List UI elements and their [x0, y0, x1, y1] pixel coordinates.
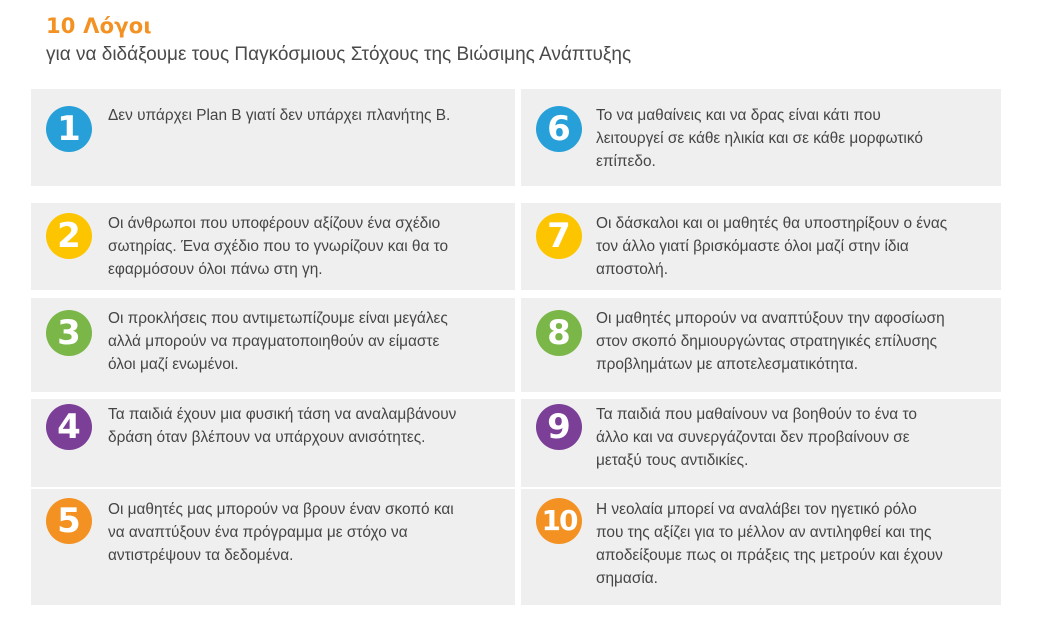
reason-text — [596, 307, 945, 376]
reason-text-line: αντιστρέψουν τα δεδομένα. — [108, 547, 294, 564]
reason-text-line: αποστολή. — [596, 261, 669, 278]
reason-number-badge: 3 — [46, 310, 92, 356]
reason-text — [108, 403, 456, 449]
reason-text-line: να αναπτύξουν ένα πρόγραμμα με στόχο να — [108, 524, 408, 541]
reason-number-badge: 2 — [46, 213, 92, 259]
reason-text-line: μεταξύ τους αντιδικίες. — [596, 452, 749, 469]
reason-text-line: όλοι μαζί ενωμένοι. — [108, 356, 239, 373]
page-subtitle: για να διδάξουμε τους Παγκόσμιους Στόχους της Βιώσιμης Ανάπτυξης — [46, 44, 632, 65]
reason-number-badge: 8 — [536, 310, 582, 356]
reason-text — [108, 212, 448, 281]
reason-text-line: σωτηρίας. Ένα σχέδιο που το γνωρίζουν και θα το — [108, 238, 449, 255]
reason-text-line: Οι άνθρωποι που υποφέρουν αξίζουν ένα σχέδιο — [108, 215, 441, 232]
reason-text-line: Τα παιδιά που μαθαίνουν να βοηθούν το ένα το — [596, 406, 917, 423]
reason-text — [596, 403, 917, 472]
reason-text-line: προβλημάτων με αποτελεσματικότητα. — [596, 356, 859, 373]
reason-text-line: αποδείξουμε πως οι πράξεις της μετρούν και έχουν — [596, 547, 943, 564]
reason-text-line: λειτουργεί σε κάθε ηλικία και σε κάθε μορφωτικό — [596, 130, 923, 147]
reason-text-line: που της αξίζει για το μέλλον αν αντιληφθεί και της — [596, 524, 932, 541]
reason-text-line: άλλο και να συνεργάζονται δεν προβαίνουν σε — [596, 429, 910, 446]
reason-text-line: Δεν υπάρχει Plan B γιατί δεν υπάρχει πλανήτης Β. — [108, 107, 451, 124]
reason-number-badge: 10 — [536, 498, 582, 544]
reason-text-line: Τα παιδιά έχουν μια φυσική τάση να αναλαμβάνουν — [108, 406, 457, 423]
reason-text — [108, 104, 450, 127]
reason-text-line: αλλά μπορούν να πραγματοποιηθούν αν είμαστε — [108, 333, 440, 350]
reason-text-line: τον άλλο γιατί βρισκόμαστε όλοι μαζί στην ίδια — [596, 238, 909, 255]
reason-number-badge: 9 — [536, 404, 582, 450]
reason-text-line: Οι μαθητές μπορούν να αναπτύξουν την αφοσίωση — [596, 310, 945, 327]
reason-number-badge: 4 — [46, 404, 92, 450]
reason-text-line: επίπεδο. — [596, 153, 656, 170]
reason-text-line: εφαρμόσουν όλοι πάνω στη γη. — [108, 261, 323, 278]
reason-text-line: δράση όταν βλέπουν να υπάρχουν ανισότητες. — [108, 429, 426, 446]
reason-number-badge: 6 — [536, 106, 582, 152]
reason-text-line: Οι προκλήσεις που αντιμετωπίζουμε είναι μεγάλες — [108, 310, 448, 327]
reason-text-line: Το να μαθαίνεις και να δρας είναι κάτι που — [596, 107, 881, 124]
reason-text-line: σημασία. — [596, 570, 658, 587]
reason-text — [596, 104, 923, 173]
reason-text — [108, 498, 454, 567]
column-divider — [516, 92, 520, 186]
reason-text — [596, 498, 943, 590]
reason-text — [596, 212, 947, 281]
reason-text-line: Οι μαθητές μας μπορούν να βρουν έναν σκοπό και — [108, 501, 454, 518]
reason-number-badge: 7 — [536, 213, 582, 259]
reason-number-badge: 1 — [46, 106, 92, 152]
reason-text — [108, 307, 448, 376]
reason-number-badge: 5 — [46, 498, 92, 544]
reason-text-line: στον σκοπό δημιουργώντας στρατηγικές επίλυσης — [596, 333, 938, 350]
reason-text-line: Οι δάσκαλοι και οι μαθητές θα υποστηρίξουν ο ένας — [596, 215, 948, 232]
page-title: 10 Λόγοι — [46, 14, 152, 38]
reason-text-line: Η νεολαία μπορεί να αναλάβει τον ηγετικό ρόλο — [596, 501, 917, 518]
